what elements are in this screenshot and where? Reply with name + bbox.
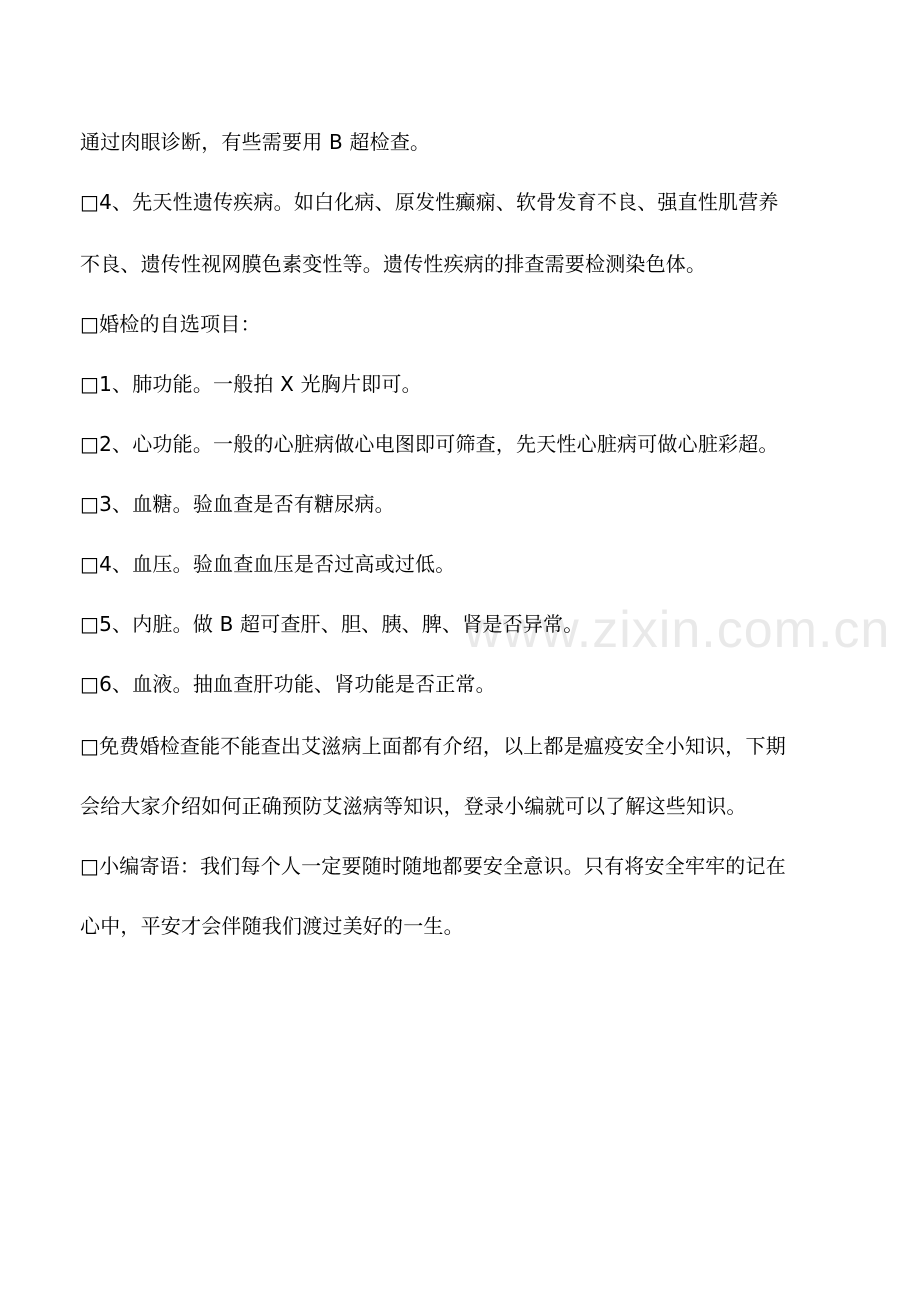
text-line: 心中，平安才会伴随我们渡过美好的一生。 — [80, 914, 464, 938]
list-item: □6、血液。抽血查肝功能、肾功能是否正常。 — [80, 672, 496, 696]
list-item: □4、血压。验血查血压是否过高或过低。 — [80, 552, 456, 576]
list-item: □3、血糖。验血查是否有糖尿病。 — [80, 492, 395, 516]
list-item: □2、心功能。一般的心脏病做心电图即可筛查，先天性心脏病可做心脏彩超。 — [80, 432, 779, 456]
list-item: □1、肺功能。一般拍 X 光胸片即可。 — [80, 372, 422, 396]
watermark: www.zixin.com.cn — [464, 601, 891, 659]
text-line: □4、先天性遗传疾病。如白化病、原发性癫痫、软骨发育不良、强直性肌营养 — [80, 190, 779, 214]
text-line: 不良、遗传性视网膜色素变性等。遗传性疾病的排查需要检测染色体。 — [80, 252, 707, 276]
text-line: 通过肉眼诊断，有些需要用 B 超检查。 — [80, 130, 431, 154]
text-line: □小编寄语：我们每个人一定要随时随地都要安全意识。只有将安全牢牢的记在 — [80, 854, 786, 878]
list-item: □5、内脏。做 B 超可查肝、胆、胰、脾、肾是否异常。 — [80, 612, 584, 636]
text-line: □免费婚检查能不能查出艾滋病上面都有介绍，以上都是瘟疫安全小知识，下期 — [80, 734, 786, 758]
section-heading: □婚检的自选项目： — [80, 312, 261, 336]
text-line: 会给大家介绍如何正确预防艾滋病等知识，登录小编就可以了解这些知识。 — [80, 794, 747, 818]
